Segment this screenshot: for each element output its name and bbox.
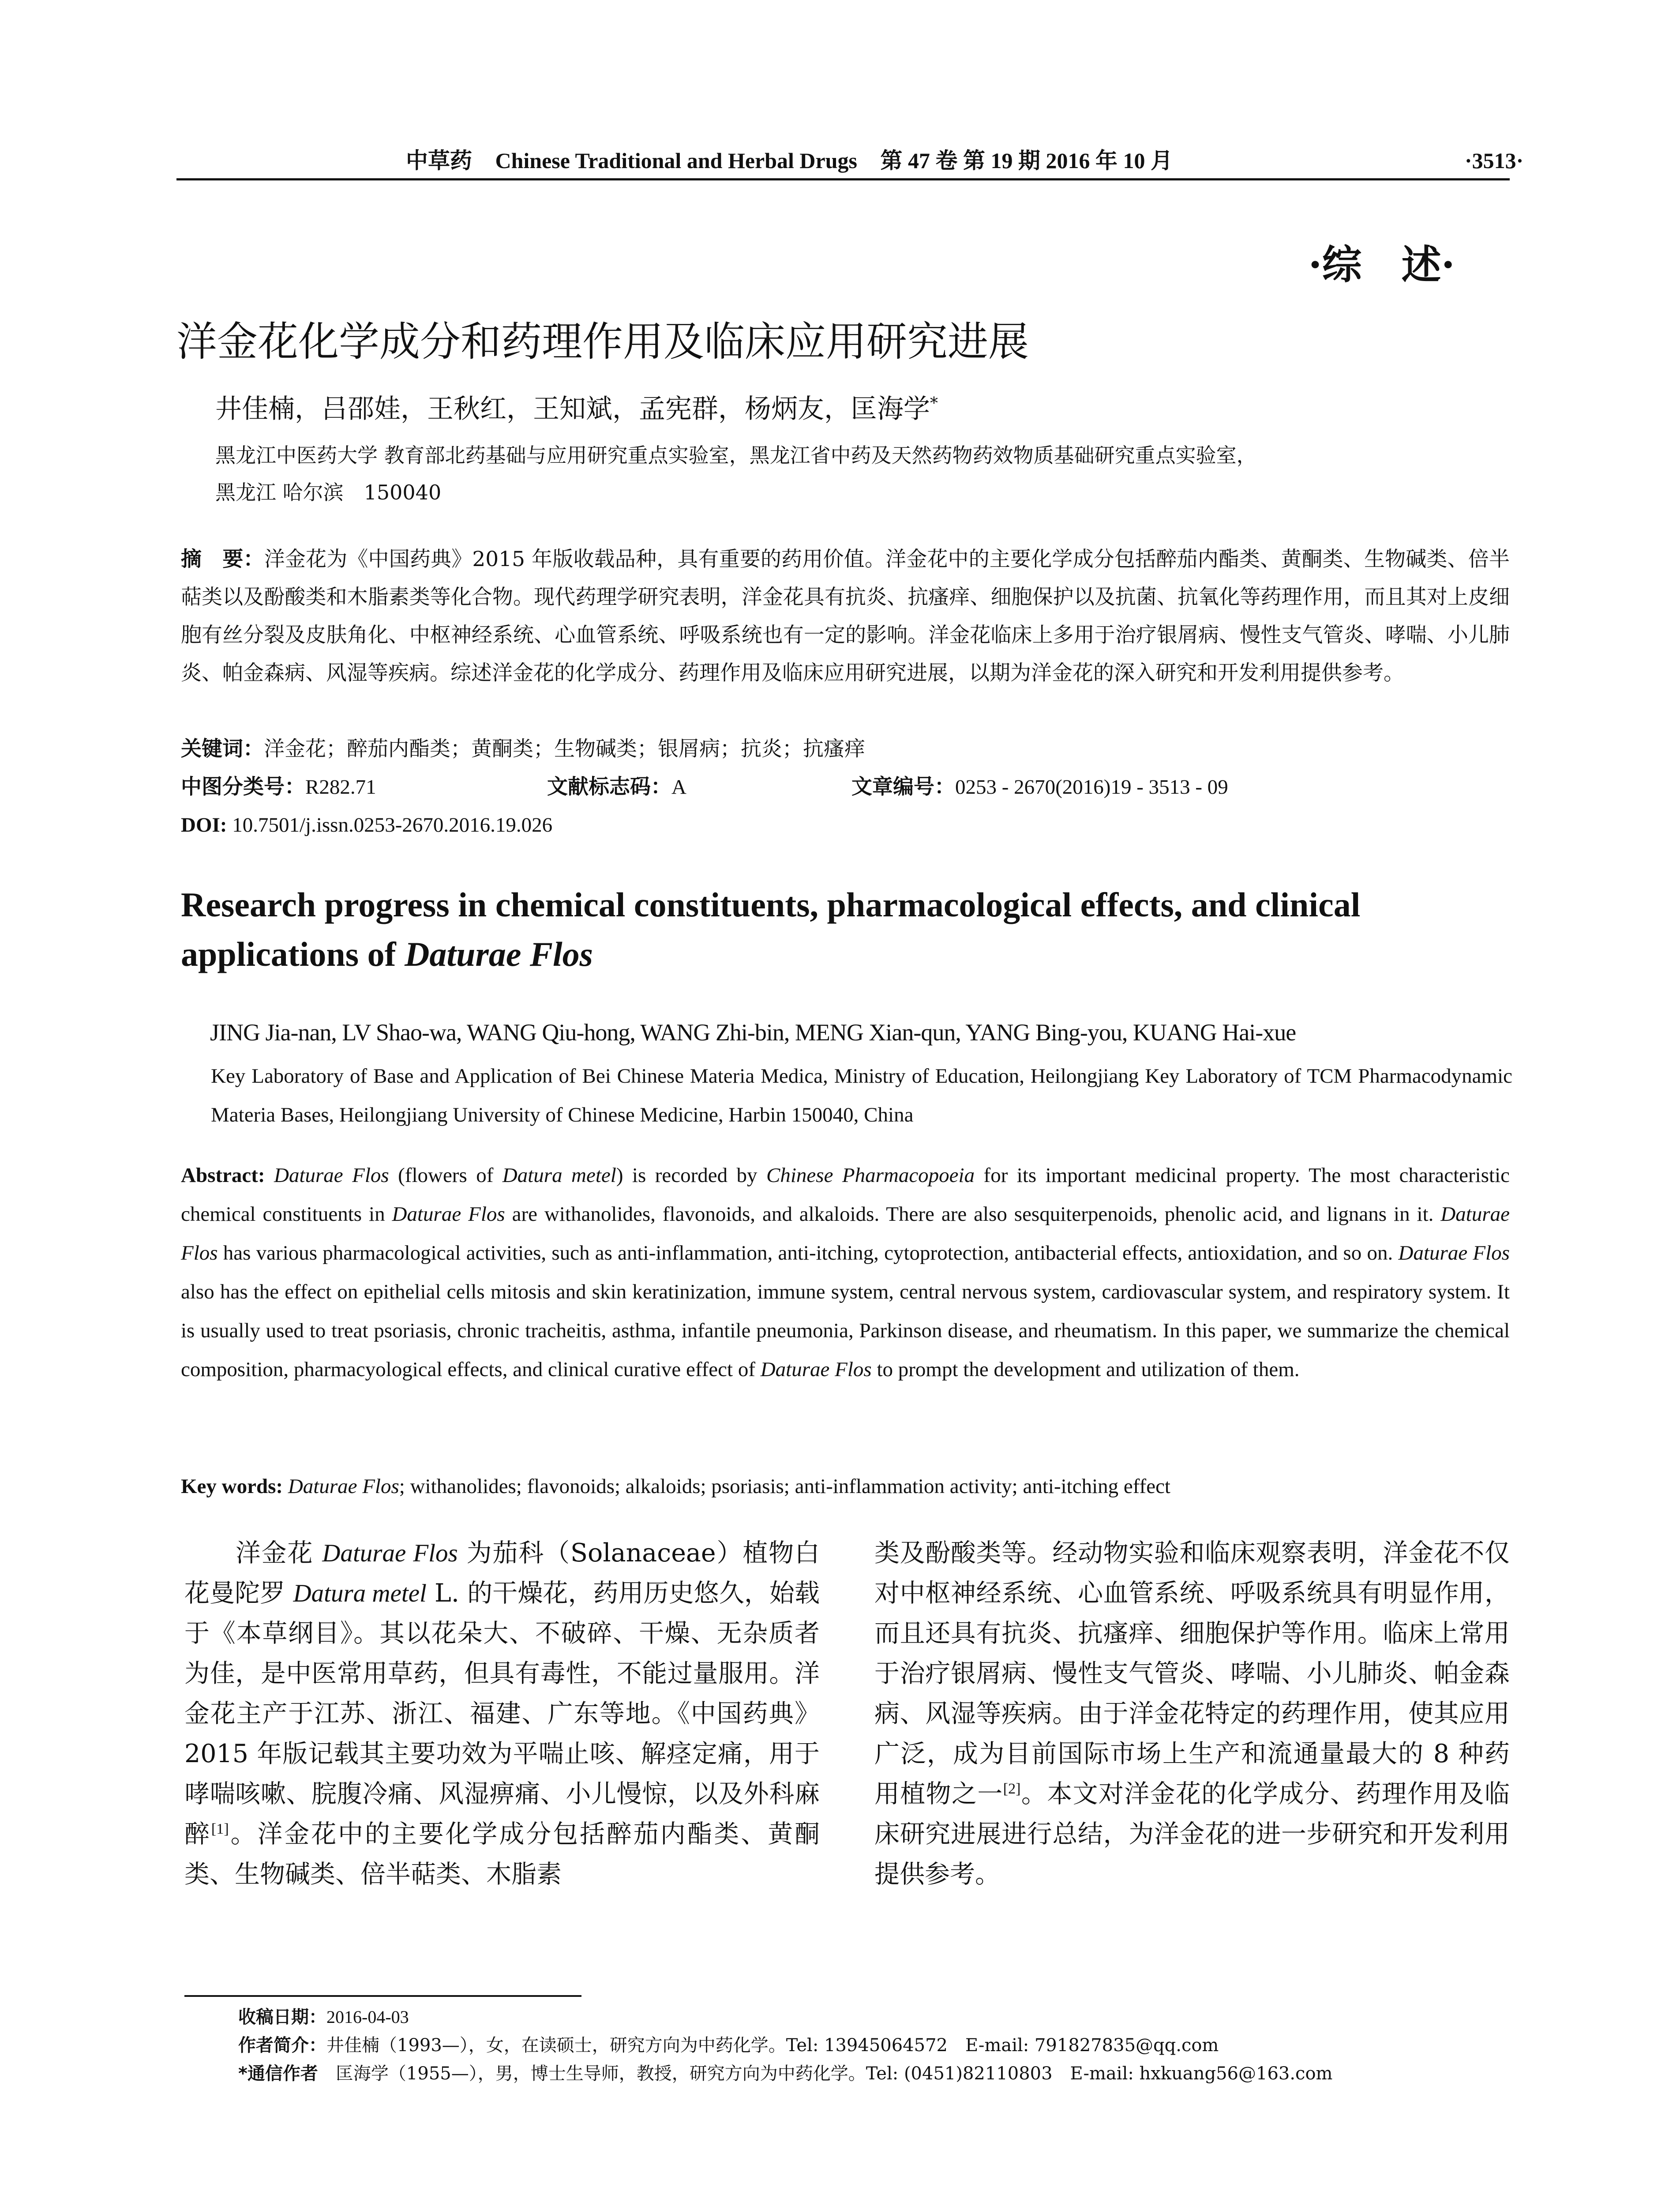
abstract-cn (181, 540, 1510, 692)
keywords-en (181, 1467, 1510, 1506)
body-text: 。洋金花中的主要化学成分包括醉茄内酯类、黄酮类、生物碱类、倍半萜类、木脂素 (184, 1820, 820, 1889)
corresponding-bio: 匡海学（1955—），男，博士生导师，教授，研究方向为中药化学。Tel: (0451)82110803 E-mail: hxkuang56@163.com (318, 2063, 1333, 2084)
article-value: 0253 - 2670(2016)19 - 3513 - 09 (955, 776, 1228, 799)
doc-label: 文献标志码： (547, 775, 671, 799)
title-cn: 洋金花化学成分和药理作用及临床应用研究进展 (176, 318, 1029, 365)
header-rule (176, 178, 1510, 180)
abstract-en-seg: has various pharmacological activities, such as anti-inflammation, anti-itching, cytoprotection, antibacterial effects, antioxidation, and so on. (218, 1242, 1399, 1264)
abstract-en-seg: Daturae Flos (392, 1203, 505, 1226)
section-label: ·综 述· (1308, 241, 1455, 288)
abstract-en-seg: Chinese Pharmacopoeia (766, 1164, 975, 1187)
keywords-cn-text: 洋金花；醉茄内酯类；黄酮类；生物碱类；银屑病；抗炎；抗瘙痒 (264, 737, 865, 761)
received-date: 2016-04-03 (326, 2007, 409, 2027)
clc-label: 中图分类号： (181, 775, 305, 799)
body-text: L. 的干燥花，药用历史悠久，始载于《本草纲目》。其以花朵大、不破碎、干燥、无杂质者为佳，是中医常用草药，但具有毒性，不能过量服用。洋金花主产于江苏、浙江、福建、广东等地。《中国药典》2015 年版记载其主要功效为平喘止咳、解痉定痛，用于哮喘咳嗽、脘腹冷痛、风湿痹痛、小儿慢惊，以及外科麻醉 (184, 1579, 820, 1849)
keywords-cn (181, 730, 865, 768)
abstract-en-seg: Daturae Flos (1398, 1242, 1510, 1264)
affiliation-en: Key Laboratory of Base and Application of Bei Chinese Materia Medica, Ministry of Education, Heilongjiang Key Laboratory of TCM Pharmacodynamic Materia Bases, Heilongjiang University of Chinese Medicine, Harbin 150040, China (211, 1065, 1512, 1126)
journal-name-cn: 中草药 (406, 148, 472, 173)
abstract-en-seg: (flowers of (389, 1164, 502, 1187)
doi-value: 10.7501/j.issn.0253-2670.2016.19.026 (232, 814, 553, 837)
affiliation-cn (215, 437, 1539, 511)
corresponding-mark: * (930, 394, 938, 413)
abstract-en-seg: Datura metel (502, 1164, 616, 1187)
abstract-en-seg: Daturae Flos (760, 1358, 872, 1381)
received-label: 收稿日期： (238, 2007, 326, 2027)
doc-code (547, 768, 686, 806)
footnote-author (238, 2031, 1219, 2060)
running-header (176, 145, 1524, 176)
footnote-rule (184, 1995, 581, 1997)
journal-name-en: Chinese Traditional and Herbal Drugs (495, 148, 857, 173)
body-text: Daturae Flos (322, 1539, 458, 1567)
keywords-en-text: ; withanolides; flavonoids; alkaloids; psoriasis; anti-inflammation activity; anti-itching effect (399, 1475, 1170, 1498)
article-label: 文章编号： (851, 775, 955, 799)
abstract-en-seg: ) is recorded by (616, 1164, 767, 1187)
footnote-corresponding (238, 2060, 1332, 2088)
title-en-text: Research progress in chemical constituents, pharmacological effects, and clinical applications of (181, 885, 1361, 973)
abstract-cn-text: 洋金花为《中国药典》2015 年版收载品种，具有重要的药用价值。洋金花中的主要化学成分包括醉茄内酯类、黄酮类、生物碱类、倍半萜类以及酚酸类和木脂素类等化合物。现代药理学研究表明，洋金花具有抗炎、抗瘙痒、细胞保护以及抗菌、抗氧化等药理作用，而且其对上皮细胞有丝分裂及皮肤角化、中枢神经系统、心血管系统、呼吸系统也有一定的影响。洋金花临床上多用于治疗银屑病、慢性支气管炎、哮喘、小儿肺炎、帕金森病、风湿等疾病。综述洋金花的化学成分、药理作用及临床应用研究进展，以期为洋金花的深入研究和开发利用提供参考。 (181, 547, 1510, 685)
abstract-en-seg: Daturae Flos (181, 1203, 1510, 1264)
authors-cn (215, 389, 938, 429)
doi-label: DOI: (181, 814, 227, 837)
affiliation-cn-line2: 黑龙江 哈尔滨 150040 (215, 480, 442, 504)
body-text: 洋金花 (235, 1538, 322, 1568)
affiliation-cn-line1: 黑龙江中医药大学 教育部北药基础与应用研究重点实验室，黑龙江省中药及天然药物药效物质基础研究重点实验室， (215, 443, 1257, 467)
body-column-left (184, 1533, 820, 1895)
keywords-en-species: Daturae Flos (288, 1475, 399, 1498)
page-number: ·3513· (1465, 148, 1524, 173)
article-number (851, 768, 1228, 806)
doi-line (181, 806, 552, 844)
issue-info: 第 47 卷 第 19 期 2016 年 10 月 (880, 148, 1173, 173)
citation-ref[interactable]: [2] (1003, 1781, 1021, 1797)
keywords-en-label: Key words: (181, 1475, 283, 1498)
abstract-en (181, 1156, 1510, 1389)
corresponding-label: *通信作者 (238, 2063, 318, 2084)
classification-line (181, 768, 1510, 806)
abstract-cn-label: 摘 要： (181, 547, 264, 571)
title-en-species: Daturae Flos (405, 935, 593, 973)
footnote-received (238, 2003, 409, 2031)
body-text: 。本文对洋金花的化学成分、药理作用及临床研究进展进行总结，为洋金花的进一步研究和开发利用提供参考。 (874, 1779, 1510, 1889)
body-column-right (874, 1533, 1510, 1895)
citation-ref[interactable]: [1] (211, 1821, 229, 1837)
abstract-en-seg: Daturae Flos (274, 1164, 389, 1187)
body-text: Datura metel (293, 1579, 427, 1607)
authors-en: JING Jia-nan, LV Shao-wa, WANG Qiu-hong, WANG Zhi-bin, MENG Xian-qun, YANG Bing-you, KUANG Hai-xue (210, 1019, 1296, 1046)
clc-value: R282.71 (305, 776, 376, 799)
author-bio: 井佳楠（1993—），女，在读硕士，研究方向为中药化学。Tel: 13945064572 E-mail: 791827835@qq.com (326, 2035, 1219, 2056)
body-text: 类及酚酸类等。经动物实验和临床观察表明，洋金花不仅对中枢神经系统、心血管系统、呼吸系统具有明显作用，而且还具有抗炎、抗瘙痒、细胞保护等作用。临床上常用于治疗银屑病、慢性支气管炎、哮喘、小儿肺炎、帕金森病、风湿等疾病。由于洋金花特定的药理作用，使其应用广泛，成为目前国际市场上生产和流通量最大的 8 种药用植物之一 (874, 1538, 1510, 1808)
abstract-en-seg: to prompt the development and utilization of them. (871, 1358, 1300, 1381)
doc-value: A (671, 776, 686, 799)
keywords-cn-label: 关键词： (181, 737, 264, 761)
abstract-en-seg: also has the effect on epithelial cells mitosis and skin keratinization, immune system, central nervous system, cardiovascular system, and respiratory system. It is usually used to treat psoriasis, chronic tracheitis, asthma, infantile pneumonia, Parkinson disease, and rheumatism. In this paper, we summarize the chemical composition, pharmacyological effects, and clinical curative effect of (181, 1280, 1510, 1381)
abstract-en-label: Abstract: (181, 1164, 265, 1187)
author-bio-label: 作者简介： (238, 2035, 326, 2056)
title-en (181, 880, 1510, 979)
abstract-en-seg: are withanolides, flavonoids, and alkaloids. There are also sesquiterpenoids, phenolic acid, and lignans in it. (505, 1203, 1441, 1226)
abstract-en-seg: for its important medicinal property. The most characteristic chemical constituents in (181, 1164, 1510, 1226)
body-text: 为茄科（Solanaceae）植物白花曼陀罗 (184, 1538, 820, 1608)
authors-cn-text: 井佳楠，吕邵娃，王秋红，王知斌，孟宪群，杨炳友，匡海学 (215, 394, 930, 424)
